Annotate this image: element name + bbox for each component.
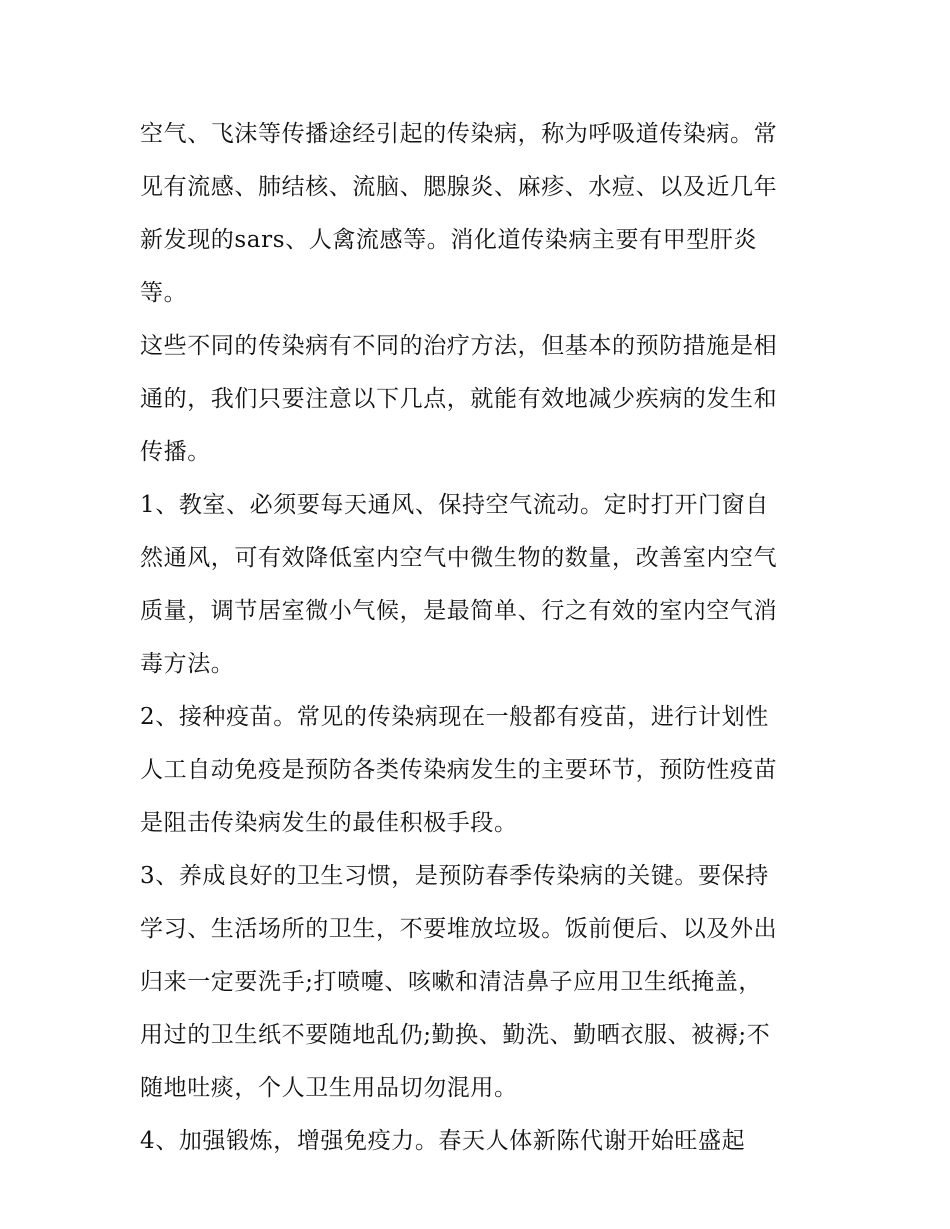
text-line: 新发现的sars、人禽流感等。消化道传染病主要有甲型肝炎	[140, 227, 758, 253]
text-line: 人工自动免疫是预防各类传染病发生的主要环节，预防性疫苗	[140, 757, 778, 783]
paragraph-respiratory-diseases	[140, 108, 820, 320]
text-line: 归来一定要洗手;打喷嚏、咳嗽和清洁鼻子应用卫生纸掩盖，	[140, 969, 762, 995]
text-line: 见有流感、肺结核、流脑、腮腺炎、麻疹、水痘、以及近几年	[140, 174, 778, 200]
text-line: 毒方法。	[140, 651, 235, 677]
text-line: 是阻击传染病发生的最佳积极手段。	[140, 810, 518, 836]
text-line: 空气、飞沫等传播途经引起的传染病，称为呼吸道传染病。常	[140, 121, 778, 147]
paragraph-item-ventilation	[140, 479, 820, 691]
text-line: 随地吐痰，个人卫生用品切勿混用。	[140, 1075, 518, 1101]
paragraph-item-hygiene	[140, 850, 820, 1115]
document-body	[140, 108, 820, 1168]
text-line: 3、养成良好的卫生习惯，是预防春季传染病的关键。要保持	[140, 863, 769, 889]
text-line: 等。	[140, 280, 188, 306]
text-line: 用过的卫生纸不要随地乱仍;勤换、勤洗、勤晒衣服、被褥;不	[140, 1022, 771, 1048]
paragraph-item-exercise	[140, 1115, 820, 1168]
text-line: 4、加强锻炼，增强免疫力。春天人体新陈代谢开始旺盛起	[140, 1128, 746, 1154]
text-line: 质量，调节居室微小气候，是最简单、行之有效的室内空气消	[140, 598, 778, 624]
paragraph-item-vaccination	[140, 691, 820, 850]
paragraph-prevention-intro	[140, 320, 820, 479]
text-line: 传播。	[140, 439, 211, 465]
text-line: 1、教室、必须要每天通风、保持空气流动。定时打开门窗自	[140, 492, 769, 518]
text-line: 2、接种疫苗。常见的传染病现在一般都有疫苗，进行计划性	[140, 704, 769, 730]
text-line: 通的，我们只要注意以下几点，就能有效地减少疾病的发生和	[140, 386, 778, 412]
text-line: 然通风，可有效降低室内空气中微生物的数量，改善室内空气	[140, 545, 778, 571]
text-line: 这些不同的传染病有不同的治疗方法，但基本的预防措施是相	[140, 333, 778, 359]
text-line: 学习、生活场所的卫生，不要堆放垃圾。饭前便后、以及外出	[140, 916, 778, 942]
